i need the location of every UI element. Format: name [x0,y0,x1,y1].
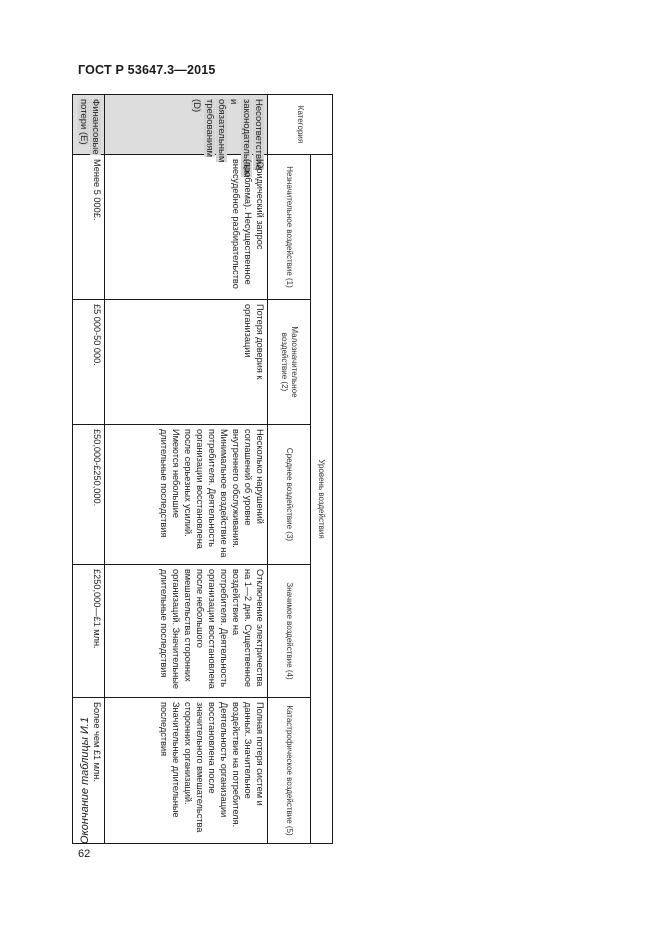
header-category: Категория [268,95,333,155]
category-label: Несоответствие законодательным и обязательным требованиям (D) [191,99,264,178]
header-level-5: Катастрофическое воздействие (5) [268,698,311,844]
header-level-1: Незначительное воздействие (1) [268,155,311,300]
table-caption: Окончание таблицы И.1 [79,717,91,844]
table-cell: Менее 5 000£. [73,155,105,300]
rotated-table-wrapper [78,94,333,843]
table-cell: Отключение электричества на 1—2 дня. Существенное воздействие на потребителя. Деятельность организации восстановлена после небольшого вмешательства сторонних организаций. Значительные длительные последствия [105,565,268,698]
table-cell: Более чем £1 млн. [73,698,105,844]
table-cell: £5 000-50 000. [73,300,105,425]
row-category [73,95,105,155]
table-cell: £250,000—£1 млн. [73,565,105,698]
header-row-top [311,95,333,844]
header-level-3: Среднее воздействие (3) [268,425,311,565]
table-cell: Полная потеря систем и данных. Значительное воздействие на потребителя. Деятельность организации восстановлена после значительного вмешательства сторонних организаций. Значительные длительные последствия [105,698,268,844]
header-level-4: Значимое воздействие (4) [268,565,311,698]
page-number: 62 [78,848,91,860]
header-row-levels [268,95,311,844]
header-level-2: Малозначительное воздействие (2) [268,300,311,425]
table-row [73,95,105,844]
table-cell: Потеря доверия к организации [105,300,268,425]
table-cell: Несколько нарушений соглашений об уровне внутреннего обслуживания. Минимальное воздействие на потребителя. Деятельность организации восстановлена после серьезных усилий. Имеются небольшие длительные последствия [105,425,268,565]
standard-designation: ГОСТ Р 53647.3—2015 [78,63,216,77]
table-cell: £50,000-£250,000. [73,425,105,565]
impact-table [72,94,333,844]
category-label: Финансовые потери (E) [77,99,101,155]
row-category [105,95,268,178]
header-impact-level: Уровень воздействия [311,155,333,844]
table-row [105,95,268,844]
table-cell: Юридический запрос (проблема). Несущественное внесудебное разбирательство [105,155,268,300]
